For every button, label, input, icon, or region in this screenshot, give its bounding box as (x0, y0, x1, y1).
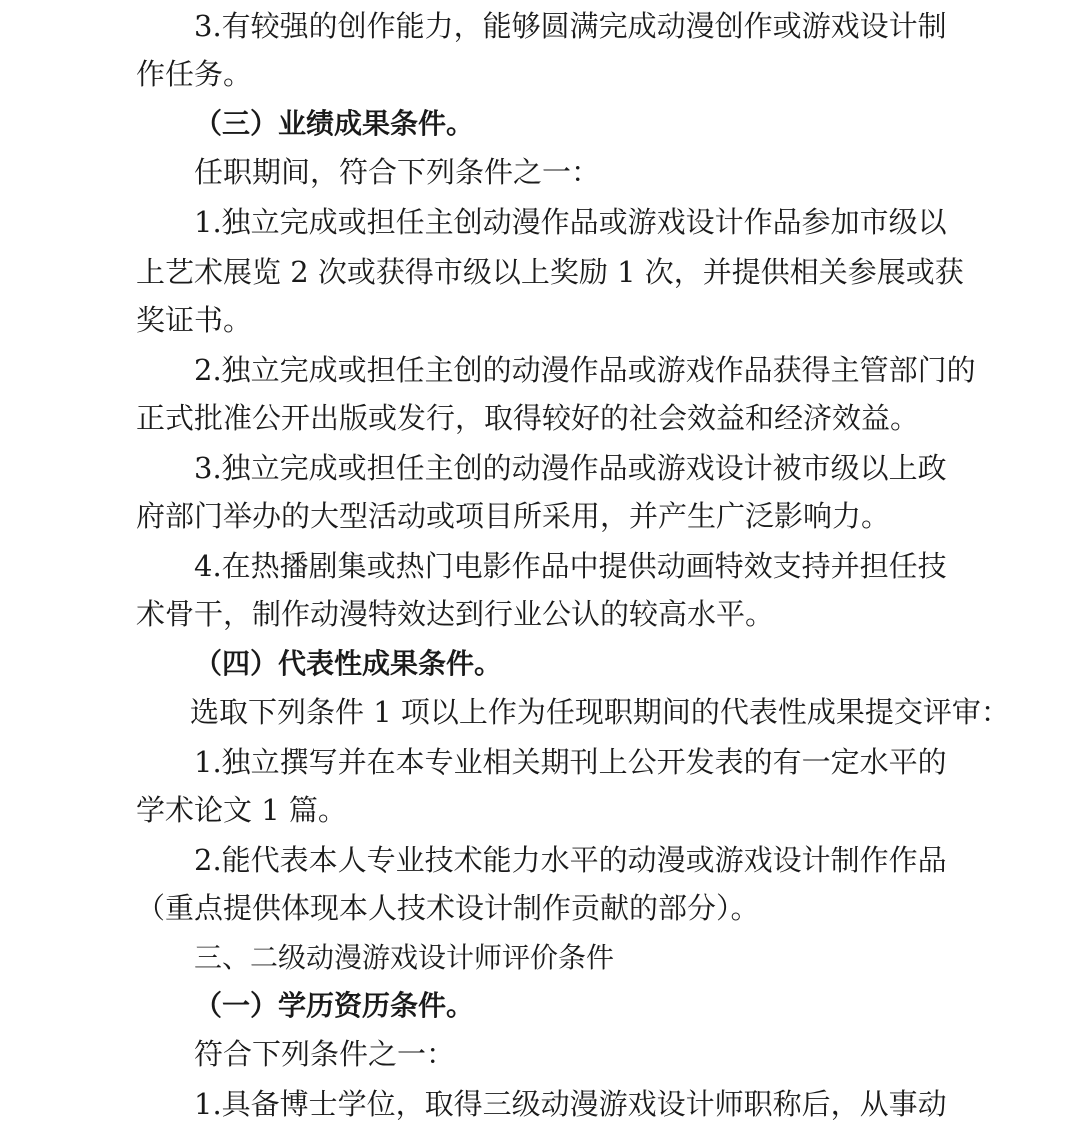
paragraph-line: 1.独立撰写并在本专业相关期刊上公开发表的有一定水平的 (194, 745, 947, 779)
subsection-heading: （一）学历资历条件。 (194, 989, 475, 1022)
paragraph-line: 任职期间，符合下列条件之一： (194, 155, 601, 189)
paragraph-line: 符合下列条件之一： (194, 1037, 456, 1071)
paragraph-line: 1.具备博士学位，取得三级动漫游戏设计师职称后，从事动 (194, 1087, 947, 1121)
paragraph-line: 术骨干，制作动漫特效达到行业公认的较高水平。 (136, 597, 775, 631)
paragraph-line: 3.独立完成或担任主创的动漫作品或游戏设计被市级以上政 (194, 451, 947, 485)
paragraph-line: （重点提供体现本人技术设计制作贡献的部分）。 (136, 891, 760, 925)
paragraph-line: 2.独立完成或担任主创的动漫作品或游戏作品获得主管部门的 (194, 353, 976, 387)
paragraph-line: 4.在热播剧集或热门电影作品中提供动画特效支持并担任技 (194, 549, 947, 583)
paragraph-line: 3.有较强的创作能力，能够圆满完成动漫创作或游戏设计制 (194, 9, 947, 43)
paragraph-line: 1.独立完成或担任主创动漫作品或游戏设计作品参加市级以 (194, 205, 947, 239)
paragraph-line: 奖证书。 (136, 303, 253, 337)
subsection-heading: （三）业绩成果条件。 (194, 107, 475, 140)
paragraph-line: 学术论文 1 篇。 (136, 793, 347, 827)
paragraph-line: 选取下列条件 1 项以上作为任现职期间的代表性成果提交评审： (190, 695, 1010, 729)
paragraph-line: 上艺术展览 2 次或获得市级以上奖励 1 次，并提供相关参展或获 (136, 255, 964, 289)
paragraph-line: 作任务。 (136, 57, 253, 91)
subsection-heading: （四）代表性成果条件。 (194, 647, 503, 680)
paragraph-line: 2.能代表本人专业技术能力水平的动漫或游戏设计制作作品 (194, 843, 947, 877)
section-heading: 三、二级动漫游戏设计师评价条件 (194, 941, 615, 974)
paragraph-line: 府部门举办的大型活动或项目所采用，并产生广泛影响力。 (136, 499, 891, 533)
paragraph-line: 正式批准公开出版或发行，取得较好的社会效益和经济效益。 (136, 401, 920, 435)
